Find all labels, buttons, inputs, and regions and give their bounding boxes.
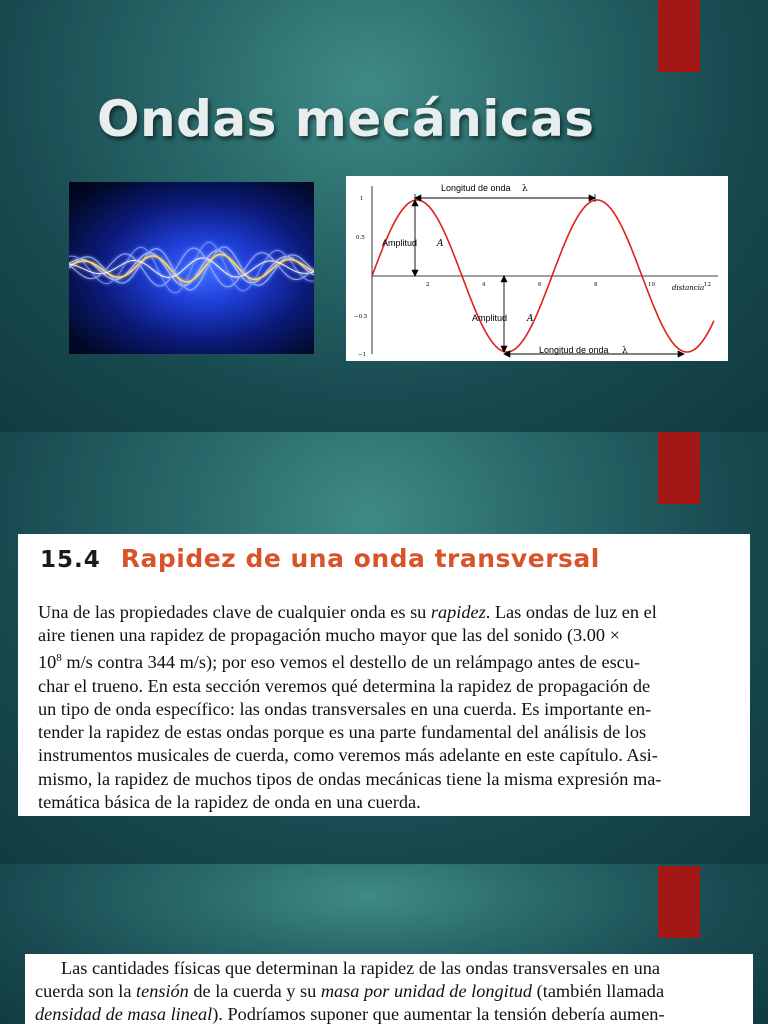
text-line: tender la rapidez de estas ondas porque es una parte fundamental del análisis de los — [38, 722, 647, 743]
x-tick-label: 8 — [594, 282, 598, 288]
lambda-symbol: λ — [622, 346, 628, 356]
slide-1 — [0, 0, 768, 432]
y-tick-label: −0.5 — [354, 314, 368, 320]
y-tick-label: 1 — [360, 196, 364, 202]
x-tick-label: 4 — [482, 282, 486, 288]
distance-label: distancia — [672, 284, 705, 292]
textbook-excerpt — [25, 954, 753, 1024]
text-line: densidad de masa lineal). Podríamos suponer que aumentar la tensión debería aumen- — [35, 1004, 665, 1024]
amplitude-label-bottom: Amplitud — [472, 313, 508, 323]
section-title: Rapidez de una onda transversal — [120, 544, 600, 573]
amplitude-symbol: A — [437, 239, 444, 249]
text-line: aire tienen una rapidez de propagación mucho mayor que las del sonido (3.00 × — [38, 625, 620, 646]
wavelength-label-top: Longitud de onda — [441, 183, 511, 193]
sine-wave-figure — [346, 176, 728, 361]
x-tick-label: 12 — [704, 282, 711, 288]
slide-3 — [0, 864, 768, 1024]
x-tick-label: 2 — [426, 282, 430, 288]
amplitude-symbol: A — [527, 314, 534, 324]
red-accent-bar — [658, 866, 700, 938]
slide-2 — [0, 432, 768, 864]
text-line: temática básica de la rapidez de onda en una cuerda. — [38, 791, 421, 812]
paragraph — [38, 601, 732, 814]
section-heading — [38, 544, 732, 584]
textbook-excerpt — [18, 534, 750, 816]
text-line: cuerda son la tensión de la cuerda y su masa por unidad de longitud (también llamada — [35, 981, 665, 1002]
glowing-waves-image — [69, 182, 314, 354]
text-line: char el trueno. En esta sección veremos qué determina la rapidez de propagación de — [38, 675, 651, 696]
text-line: Las cantidades físicas que determinan la rapidez de las ondas transversales en una — [61, 958, 660, 978]
red-accent-bar — [658, 432, 700, 504]
x-tick-label: 10 — [648, 282, 655, 288]
slide-title: Ondas mecánicas — [97, 90, 595, 148]
wave-glow-icon — [69, 182, 314, 354]
amplitude-label-left: Amplitud — [382, 238, 418, 248]
text-line: instrumentos musicales de cuerda, como veremos más adelante en este capítulo. Asi- — [38, 745, 658, 766]
text-line: $10^8$ m/s contra 344 m/s); por eso vemos el destello de un relámpago antes de escu- — [38, 652, 641, 673]
y-tick-label: −1 — [358, 352, 367, 358]
y-tick-label: 0.5 — [356, 235, 365, 241]
text-line: mismo, la rapidez de muchos tipos de ondas mecánicas tiene la misma expresión ma- — [38, 768, 662, 789]
text-line: Una de las propiedades clave de cualquier onda es su rapidez. Las ondas de luz en el — [38, 602, 657, 622]
paragraph — [35, 957, 743, 1024]
lambda-symbol: λ — [522, 184, 528, 194]
section-number: 15.4 — [40, 547, 101, 573]
text-line: un tipo de onda específico: las ondas transversales en una cuerda. Es importante en- — [38, 698, 652, 719]
red-accent-bar — [658, 0, 700, 72]
x-tick-label: 6 — [538, 282, 542, 288]
wavelength-label-bottom: Longitud de onda — [539, 345, 609, 355]
